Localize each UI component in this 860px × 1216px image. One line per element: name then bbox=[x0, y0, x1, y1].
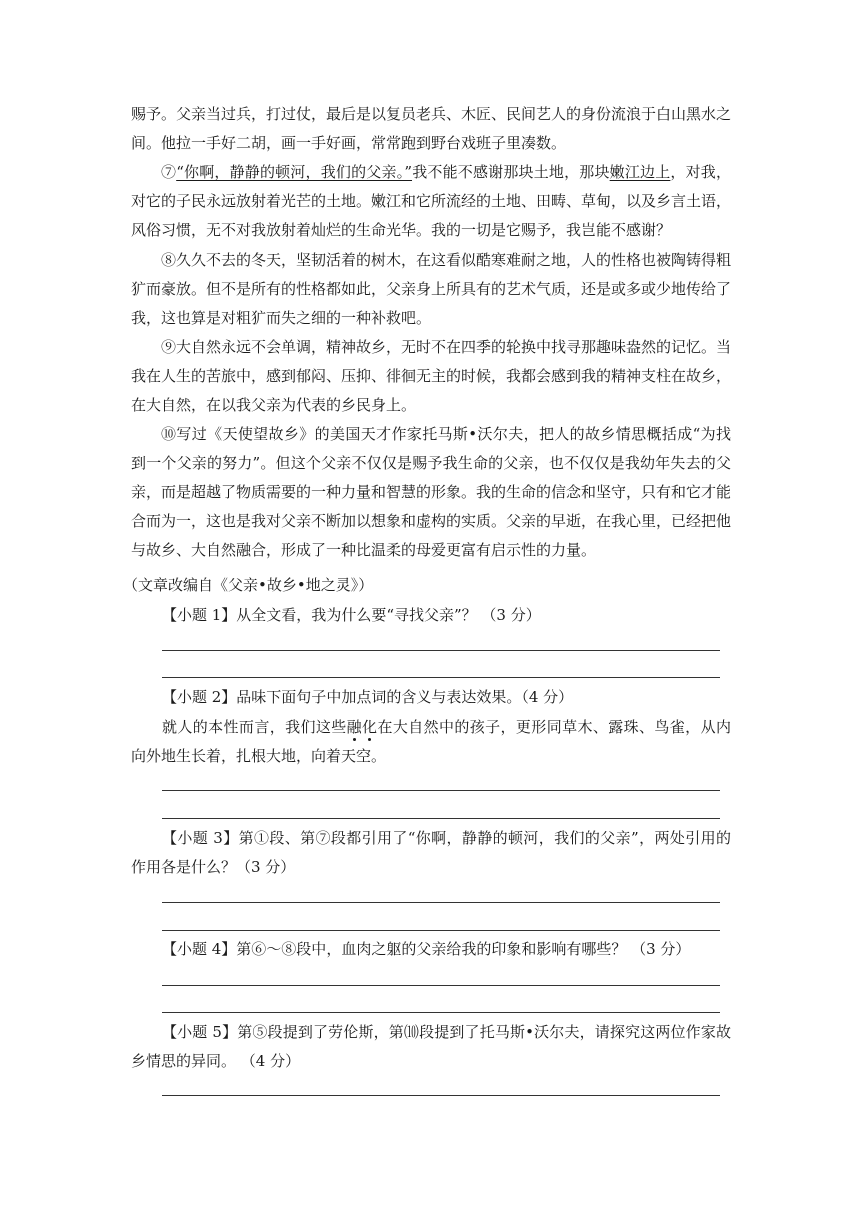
paragraph-7-number: ⑦ bbox=[161, 163, 177, 181]
paragraph-7-quote: “你啊，静静的顿河，我们的父亲。” bbox=[176, 163, 413, 181]
answer-line bbox=[162, 818, 720, 819]
paragraph-7 bbox=[131, 158, 731, 245]
answer-line bbox=[162, 902, 720, 903]
paragraph-7-mid: 我不能不感谢那块土地，那块 bbox=[412, 163, 610, 181]
dotted-character: 融 bbox=[346, 718, 363, 736]
paragraph-9: ⑨大自然永远不会单调，精神故乡，无时不在四季的轮换中找寻那趣味盎然的记忆。当我在人生的苦旅中，感到郁闷、压抑、徘徊无主的时候，我都会感到我的精神支柱在故乡，在大自然，在以我父亲为代表的乡民身上。 bbox=[131, 338, 732, 414]
question-2: 【小题 2】品味下面句子中加点词的含义与表达效果。（4 分） bbox=[162, 688, 574, 706]
answer-line bbox=[162, 985, 720, 986]
paragraph-7-underlined: 嫩江边上 bbox=[609, 163, 671, 181]
paragraph-10: ⑩写过《天使望故乡》的美国天才作家托马斯•沃尔夫，把人的故乡情思概括成“为找到一个父亲的努力”。但这个父亲不仅仅是赐予我生命的父亲，也不仅仅是我幼年失去的父亲，而是超越了物质需要的一种力量和智慧的形象。我的生命的信念和坚守，只有和它才能合而为一，这也是我对父亲不断加以想象和虚构的实质。父亲的早逝，在我心里，已经把他与故乡、大自然融合，形成了一种比温柔的母爱更富有启示性的力量。 bbox=[131, 425, 732, 559]
answer-line bbox=[162, 650, 720, 651]
question-4: 【小题 4】第⑥～⑧段中，血肉之躯的父亲给我的印象和影响有哪些？ （3 分） bbox=[162, 940, 691, 958]
answer-line bbox=[162, 790, 720, 791]
question-1: 【小题 1】从全文看，我为什么要“寻找父亲”？ （3 分） bbox=[162, 606, 541, 624]
question-3: 【小题 3】第①段、第⑦段都引用了“你啊，静静的顿河，我们的父亲”，两处引用的作用各是什么？（3 分） bbox=[131, 829, 731, 876]
paragraph-7-rest: ，对我，对它的子民永远放射着光芒的土地。嫩江和它所流经的土地、田畴、草甸，以及乡言土语，风俗习惯，无不对我放射着灿烂的生命光华。我的一切是它赐予，我岂能不感谢？ bbox=[131, 163, 732, 239]
answer-line bbox=[162, 1012, 720, 1013]
answer-line bbox=[162, 677, 720, 678]
question-5: 【小题 5】第⑤段提到了劳伦斯，第⑽段提到了托马斯•沃尔夫，请探究这两位作家故乡情思的异同。 （4 分） bbox=[131, 1023, 731, 1070]
answer-line bbox=[162, 1095, 720, 1096]
sentence-part: 就人的本性而言，我们这些 bbox=[162, 718, 347, 736]
dotted-character: 化 bbox=[362, 718, 378, 736]
sentence-part: 在大自然中的孩子，更形同草木、露珠、鸟雀，从内向外地生长着，扎根大地，向着天空。 bbox=[131, 718, 731, 765]
paragraph-8: ⑧久久不去的冬天，坚韧活着的树木，在这看似酷寒难耐之地，人的性格也被陶铸得粗犷而豪放。但不是所有的性格都如此，父亲身上所具有的艺术气质，还是或多或少地传给了我，这也算是对粗犷而失之细的一种补救吧。 bbox=[131, 251, 732, 327]
paragraph-6-continued: 赐予。父亲当过兵，打过仗，最后是以复员老兵、木匠、民间艺人的身份流浪于白山黑水之间。他拉一手好二胡，画一手好画，常常跑到野台戏班子里凑数。 bbox=[131, 105, 732, 152]
source-note: （文章改编自《父亲•故乡•地之灵》） bbox=[123, 576, 374, 594]
question-2-sentence bbox=[131, 713, 731, 771]
answer-line bbox=[162, 930, 720, 931]
